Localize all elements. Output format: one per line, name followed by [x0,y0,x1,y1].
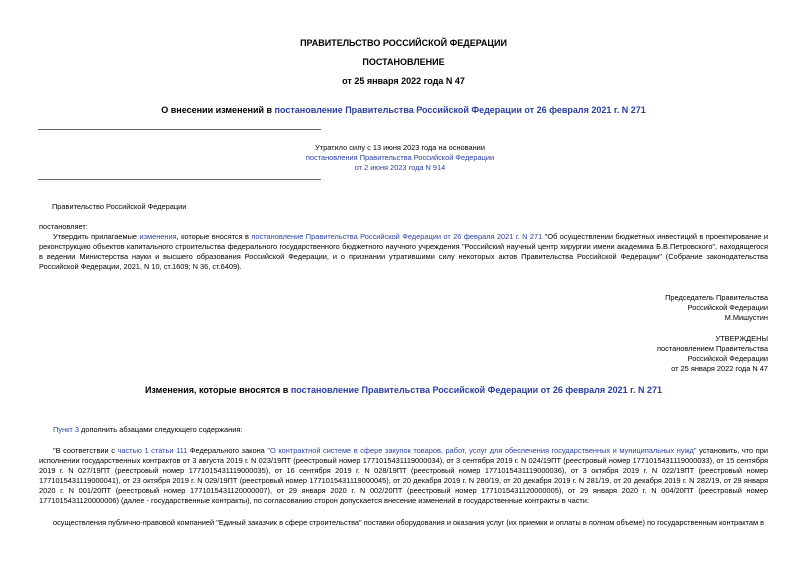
divider-top [38,129,321,130]
law-article-link[interactable]: частью 1 статьи 111 [117,446,188,455]
changes-link[interactable]: изменения [139,232,177,241]
signature-line-1: Председатель Правительства [665,293,768,302]
document-title [0,104,807,116]
body-resolves: постановляет: [39,222,88,231]
changes-title-prefix: Изменения, которые вносятся в [144,385,291,395]
quote-paragraph: "В соответствии с частью 1 статьи 111 Федерального закона "О контрактной системе в сфере закупок товаров, работ, услуг для обеспечения государственных и муниципальных нужд" установить, что при исполнении государственных контрактов от 3 августа 2019 г. N 023/19ПТ (реестровый номер 1771015431119000034), от 3 сентября 2019 г. N 024/19ПТ (реестровый номер 1771015431119000033), от 15 сентября 2019 г. N 027/19ПТ (реестровый номер 1771015431119000035), от 16 сентября 2019 г. N 028/19ПТ (реестровый номер 1771015431119000036), от 3 октября 2019 г. N 022/19ПТ (реестровый номер 1771015431119000041), от 23 октября 2019 г. N 029/19ПТ (реестровый номер 1771015431119000045), от 20 декабря 2019 г. N 280/19, от 20 декабря 2019 г. N 281/19, от 20 декабря 2019 г. N 282/19, от 29 января 2020 г. N 001/20ПТ (реестровый номер 1771015431120000007), от 29 января 2020 г. N 002/20ПТ (реестровый номер 1771015431120000005), от 29 января 2020 г. N 004/20ПТ (реестровый номер 1771015431120000006) (далее - государственные контракты), по согласованию сторон допускается внесение изменений в государственные контракты в части: [39,446,768,505]
status-link-line-2[interactable]: постановления Правительства Российской Федерации [305,153,495,162]
changes-title-link[interactable]: постановление Правительства Российской Федерации от 26 февраля 2021 г. N 271 [290,385,663,395]
document-date-number: от 25 января 2022 года N 47 [342,76,465,86]
law-title-link[interactable]: "О контрактной системе в сфере закупок товаров, работ, услуг для обеспечения государственных и муниципальных нужд" [267,446,697,455]
approval-block [468,334,768,374]
signature-line-2: Российской Федерации [687,303,768,312]
status-link-line-3[interactable]: от 2 июня 2023 года N 914 [354,163,446,172]
title-link[interactable]: постановление Правительства Российской Федерации от 26 февраля 2021 г. N 271 [274,105,646,115]
resolution-link[interactable]: постановление Правительства Российской Федерации от 26 февраля 2021 г. N 271 [251,232,543,241]
approval-line-1: УТВЕРЖДЕНЫ [715,334,768,343]
status-note [300,143,500,173]
body-paragraph-1: Утвердить прилагаемые изменения, которые вносятся в постановление Правительства Российской Федерации от 26 февраля 2021 г. N 271 "Об осуществлении бюджетных инвестиций в проектирование и реконструкцию объектов капитального строительства федерального государственного бюджетного научного учреждения "Российский научный центр хирургии имени академика Б.В.Петровского", находящегося в ведении Министерства науки и высшего образования Российской Федерации, и о признании утратившими силу некоторых актов Правительства Российской Федерации" (Собрание законодательства Российской Федерации, 2021, N 10, ст.1609; N 36, ст.6409). [39,232,769,271]
government-heading: ПРАВИТЕЛЬСТВО РОССИЙСКОЙ ФЕДЕРАЦИИ [300,38,507,48]
title-prefix: О внесении изменений в [161,105,275,115]
divider-bottom [38,179,321,180]
approval-line-4: от 25 января 2022 года N 47 [671,364,768,373]
approval-line-2: постановлением Правительства [657,344,768,353]
document-type: ПОСТАНОВЛЕНИЕ [362,57,445,67]
status-line-1: Утратило силу с 13 июня 2023 года на основании [315,143,485,152]
signature-block [468,293,768,323]
changes-title [0,384,807,396]
signature-name: М.Мишустин [724,313,768,322]
approval-line-3: Российской Федерации [687,354,768,363]
point-paragraph: Пункт 3 дополнить абзацами следующего содержания: [53,425,243,434]
body-government: Правительство Российской Федерации [52,202,187,211]
point-link[interactable]: Пункт 3 [53,425,79,434]
last-paragraph: осуществления публично-правовой компанией "Единый заказчик в сфере строительства" поставки оборудования и оказания услуг (их приемки и оплаты в полном объеме) по государственным контрактам в [53,518,765,527]
